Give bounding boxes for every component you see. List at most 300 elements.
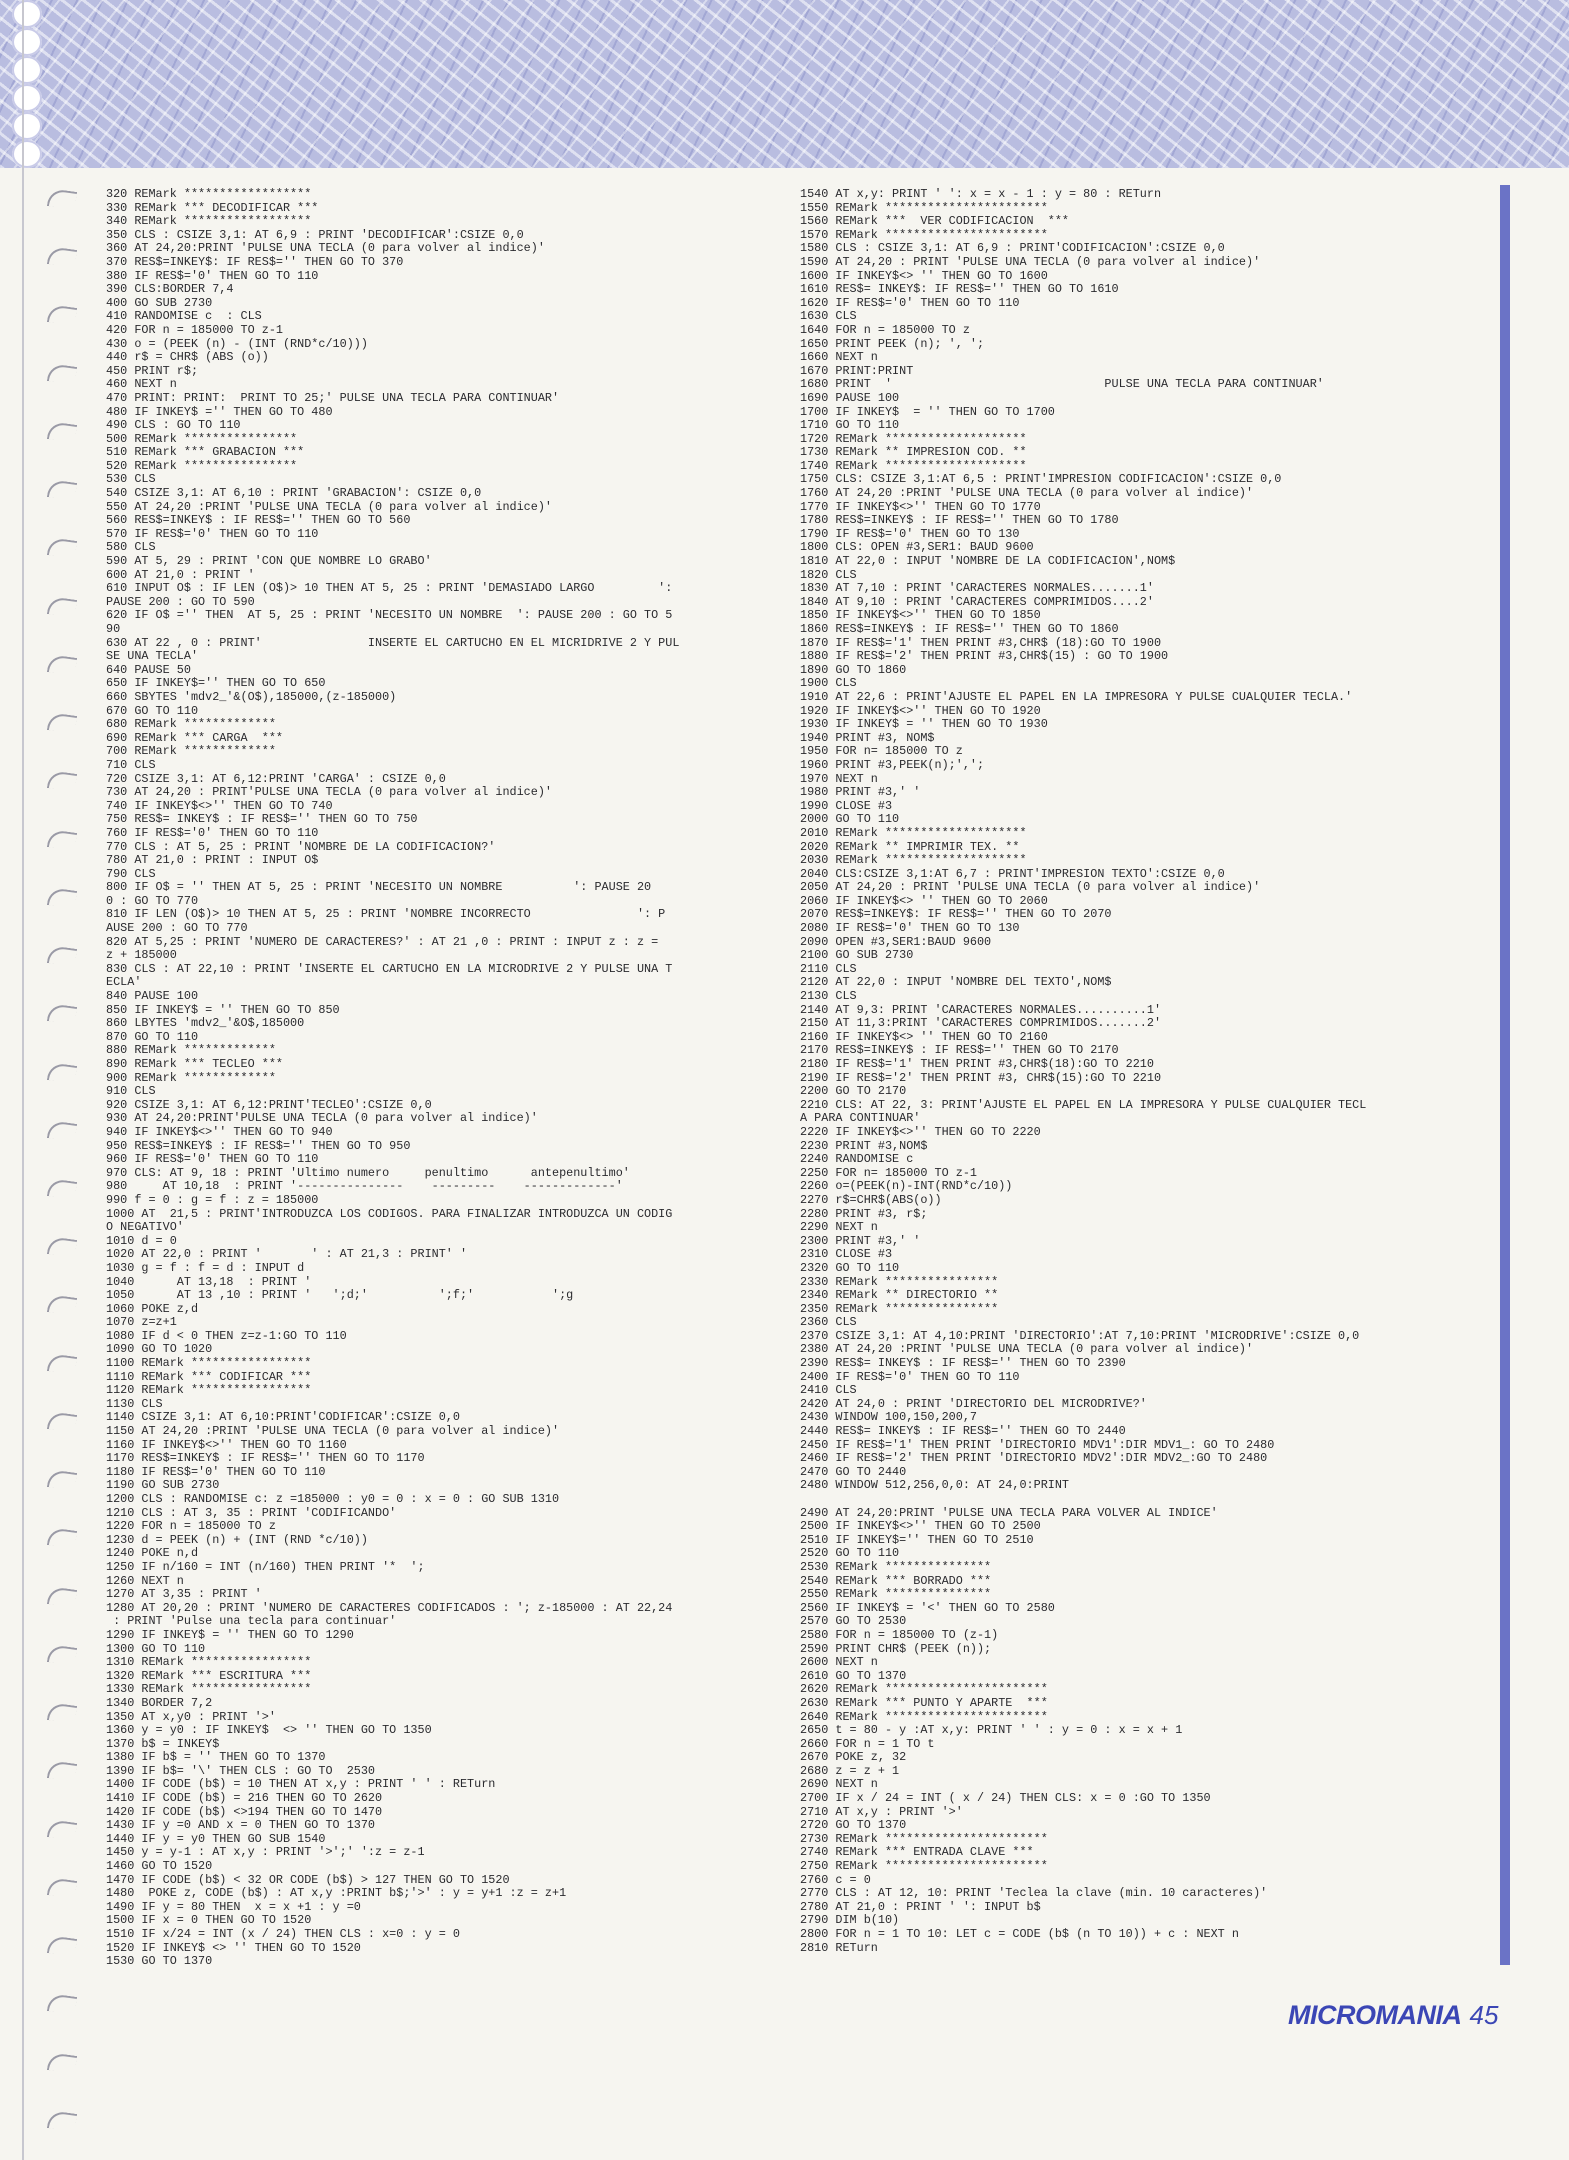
code-line: PAUSE 200 : GO TO 590 — [106, 594, 255, 609]
code-line: 2270 r$=CHR$(ABS(o)) — [800, 1192, 942, 1207]
code-line: 2170 RES$=INKEY$ : IF RES$='' THEN GO TO 2170 — [800, 1043, 1119, 1058]
code-line: 2340 REMark ** DIRECTORIO ** — [800, 1288, 999, 1303]
code-line: 960 IF RES$='0' THEN GO TO 110 — [106, 1152, 319, 1167]
code-line: 2770 CLS : AT 12, 10: PRINT 'Teclea la clave (min. 10 caracteres)' — [800, 1886, 1268, 1901]
binding-ring — [47, 1295, 77, 1317]
code-line: 2350 REMark **************** — [800, 1301, 999, 1316]
binding-ring — [47, 1935, 77, 1957]
code-line: 2700 IF x / 24 = INT ( x / 24) THEN CLS: x = 0 :GO TO 1350 — [800, 1791, 1211, 1806]
code-line: 2480 WINDOW 512,256,0,0: AT 24,0:PRINT — [800, 1478, 1070, 1493]
code-line: 1170 RES$=INKEY$ : IF RES$='' THEN GO TO 1170 — [106, 1451, 425, 1466]
code-line: 540 CSIZE 3,1: AT 6,10 : PRINT 'GRABACION': CSIZE 0,0 — [106, 486, 482, 501]
code-line: 650 IF INKEY$='' THEN GO TO 650 — [106, 676, 326, 691]
code-line: 1890 GO TO 1860 — [800, 662, 907, 677]
code-line: 1770 IF INKEY$<>'' THEN GO TO 1770 — [800, 499, 1041, 514]
code-line: 480 IF INKEY$ ='' THEN GO TO 480 — [106, 404, 333, 419]
code-line: 1000 AT 21,5 : PRINT'INTRODUZCA LOS CODIGOS. PARA FINALIZAR INTRODUZCA UN CODIG — [106, 1206, 673, 1221]
code-line: 2750 REMark *********************** — [800, 1859, 1048, 1874]
code-line: 1660 NEXT n — [800, 350, 878, 365]
code-line: 2230 PRINT #3,NOM$ — [800, 1138, 928, 1153]
code-line: 1640 FOR n = 185000 TO z — [800, 322, 970, 337]
binding-ring — [47, 1353, 77, 1375]
code-line: 2670 POKE z, 32 — [800, 1750, 907, 1765]
code-line: 820 AT 5,25 : PRINT 'NUMERO DE CARACTERES?' : AT 21 ,0 : PRINT : INPUT z : z = — [106, 934, 659, 949]
code-line: 1900 CLS — [800, 676, 857, 691]
code-line: 2540 REMark *** BORRADO *** — [800, 1573, 992, 1588]
page-footer — [1288, 2000, 1498, 2031]
binding-ring — [47, 1528, 77, 1550]
code-line: 2180 IF RES$='1' THEN PRINT #3,CHR$(18):GO TO 2210 — [800, 1057, 1154, 1071]
code-line: 1720 REMark ******************** — [800, 431, 1027, 446]
code-line: 660 SBYTES 'mdv2_'&(O$),185000,(z-185000) — [106, 689, 397, 704]
code-line: 490 CLS : GO TO 110 — [106, 418, 241, 433]
binder-perforations — [0, 0, 54, 168]
code-line: 800 IF O$ = '' THEN AT 5, 25 : PRINT 'NECESITO UN NOMBRE ': PAUSE 20 — [106, 880, 652, 895]
code-line: 330 REMark *** DECODIFICAR *** — [106, 200, 319, 215]
code-line: 2320 GO TO 110 — [800, 1260, 900, 1275]
code-line: 1340 BORDER 7,2 — [106, 1695, 213, 1710]
code-line: 380 IF RES$='0' THEN GO TO 110 — [106, 268, 319, 283]
code-line: 1810 AT 22,0 : INPUT 'NOMBRE DE LA CODIFICACION',NOM$ — [800, 554, 1176, 569]
code-line: 940 IF INKEY$<>'' THEN GO TO 940 — [106, 1124, 333, 1139]
code-line: 2380 AT 24,20 :PRINT 'PULSE UNA TECLA (0 para volver al indice)' — [800, 1342, 1254, 1357]
code-line: 630 AT 22 , 0 : PRINT' INSERTE EL CARTUCHO EN EL MICRIDRIVE 2 Y PUL — [106, 635, 680, 650]
code-line: 1790 IF RES$='0' THEN GO TO 130 — [800, 526, 1020, 541]
binding-ring — [47, 770, 77, 792]
code-line: 1090 GO TO 1020 — [106, 1342, 213, 1357]
perforation-hole — [12, 0, 42, 28]
code-line: 1460 GO TO 1520 — [106, 1859, 213, 1874]
code-line: 1950 FOR n= 185000 TO z — [800, 744, 963, 759]
code-line: 850 IF INKEY$ = '' THEN GO TO 850 — [106, 1002, 340, 1017]
code-line: 500 REMark **************** — [106, 431, 298, 446]
code-line: 1260 NEXT n — [106, 1573, 184, 1588]
code-line: 580 CLS — [106, 540, 156, 555]
binding-ring — [47, 1644, 77, 1666]
code-line: 460 NEXT n — [106, 377, 177, 392]
code-line: 830 CLS : AT 22,10 : PRINT 'INSERTE EL CARTUCHO EN LA MICRODRIVE 2 Y PULSE UNA T — [106, 961, 673, 976]
code-line: 440 r$ = CHR$ (ABS (o)) — [106, 350, 269, 365]
code-line: 680 REMark ************* — [106, 717, 276, 732]
code-line: 1120 REMark ***************** — [106, 1383, 312, 1398]
code-line: 910 CLS — [106, 1084, 156, 1099]
code-line: 1700 IF INKEY$ = '' THEN GO TO 1700 — [800, 404, 1055, 419]
code-line: 1670 PRINT:PRINT — [800, 363, 914, 378]
code-line: 1060 POKE z,d — [106, 1301, 199, 1316]
code-line: 2810 RETurn — [800, 1940, 878, 1955]
code-line: 1560 REMark *** VER CODIFICACION *** — [800, 214, 1070, 229]
code-line: 2400 IF RES$='0' THEN GO TO 110 — [800, 1369, 1020, 1384]
code-line: 2300 PRINT #3,' ' — [800, 1233, 921, 1248]
code-line: 1920 IF INKEY$<>'' THEN GO TO 1920 — [800, 703, 1041, 718]
code-line: 1690 PAUSE 100 — [800, 390, 900, 405]
code-line: 2030 REMark ******************** — [800, 853, 1027, 868]
binding-ring — [47, 1003, 77, 1025]
code-line: 1020 AT 22,0 : PRINT ' ' : AT 21,3 : PRINT' ' — [106, 1247, 468, 1262]
code-line: 620 IF O$ ='' THEN AT 5, 25 : PRINT 'NECESITO UN NOMBRE ': PAUSE 200 : GO TO 5 — [106, 608, 673, 623]
code-line: 870 GO TO 110 — [106, 1029, 199, 1044]
code-line: 1280 AT 20,20 : PRINT 'NUMERO DE CARACTERES CODIFICADOS : '; z-185000 : AT 22,24 — [106, 1600, 673, 1615]
code-line: 1800 CLS: OPEN #3,SER1: BAUD 9600 — [800, 540, 1034, 555]
decorative-header-banner — [0, 0, 1569, 168]
binding-ring — [47, 1877, 77, 1899]
code-line: 2330 REMark **************** — [800, 1274, 999, 1289]
binding-ring — [47, 945, 77, 967]
code-line: 2640 REMark *********************** — [800, 1709, 1048, 1724]
code-line: 1780 RES$=INKEY$ : IF RES$='' THEN GO TO 1780 — [800, 513, 1119, 528]
code-line: 2370 CSIZE 3,1: AT 4,10:PRINT 'DIRECTORIO':AT 7,10:PRINT 'MICRODRIVE':CSIZE 0,0 — [800, 1328, 1360, 1343]
code-line: 2580 FOR n = 185000 TO (z-1) — [800, 1627, 999, 1642]
perforation-hole — [12, 140, 42, 168]
binding-ring — [47, 1062, 77, 1084]
binding-ring — [47, 479, 77, 501]
code-line: 560 RES$=INKEY$ : IF RES$='' THEN GO TO 560 — [106, 513, 411, 528]
code-line: 780 AT 21,0 : PRINT : INPUT O$ — [106, 853, 319, 868]
code-line: 2650 t = 80 - y :AT x,y: PRINT ' ' : y = 0 : x = x + 1 — [800, 1723, 1183, 1738]
code-line: 1380 IF b$ = '' THEN GO TO 1370 — [106, 1750, 326, 1765]
binding-ring — [47, 2110, 77, 2132]
code-line: 1750 CLS: CSIZE 3,1:AT 6,5 : PRINT'IMPRESION CODIFICACION':CSIZE 0,0 — [800, 472, 1282, 487]
binding-ring — [47, 1236, 77, 1258]
code-line: 1400 IF CODE (b$) = 10 THEN AT x,y : PRINT ' ' : RETurn — [106, 1777, 496, 1792]
code-line: 900 REMark ************* — [106, 1070, 276, 1085]
code-line: 1150 AT 24,20 :PRINT 'PULSE UNA TECLA (0 para volver al indice)' — [106, 1424, 560, 1439]
code-line: 1480 POKE z, CODE (b$) : AT x,y :PRINT b$;'>' : y = y+1 :z = z+1 — [106, 1886, 567, 1901]
code-line: 1830 AT 7,10 : PRINT 'CARACTERES NORMALES.......1' — [800, 581, 1154, 596]
code-line: 790 CLS — [106, 866, 156, 881]
code-line: 2780 AT 21,0 : PRINT ' ': INPUT b$ — [800, 1899, 1041, 1914]
code-line: 2510 IF INKEY$='' THEN GO TO 2510 — [800, 1532, 1034, 1547]
binding-ring — [47, 1819, 77, 1841]
binding-ring — [47, 2052, 77, 2074]
code-line: 600 AT 21,0 : PRINT ' — [106, 567, 255, 582]
code-line: 2420 AT 24,0 : PRINT 'DIRECTORIO DEL MICRODRIVE?' — [800, 1396, 1147, 1411]
code-line: AUSE 200 : GO TO 770 — [106, 921, 248, 936]
code-line: 990 f = 0 : g = f : z = 185000 — [106, 1192, 319, 1207]
code-line: 1240 POKE n,d — [106, 1546, 199, 1561]
code-line: 2190 IF RES$='2' THEN PRINT #3, CHR$(15):GO TO 2210 — [800, 1070, 1162, 1085]
code-line: 2080 IF RES$='0' THEN GO TO 130 — [800, 921, 1020, 936]
code-line: 1880 IF RES$='2' THEN PRINT #3,CHR$(15) : GO TO 1900 — [800, 649, 1169, 664]
code-line: 2500 IF INKEY$<>'' THEN GO TO 2500 — [800, 1519, 1041, 1534]
code-line: 2560 IF INKEY$ = '<' THEN GO TO 2580 — [800, 1600, 1055, 1615]
code-line: 1500 IF x = 0 THEN GO TO 1520 — [106, 1913, 312, 1928]
page-number: 45 — [1469, 2000, 1499, 2030]
code-line: 1550 REMark *********************** — [800, 200, 1048, 215]
code-line: 1290 IF INKEY$ = '' THEN GO TO 1290 — [106, 1627, 354, 1642]
code-line: 1070 z=z+1 — [106, 1315, 177, 1330]
perforation-hole — [12, 28, 42, 56]
code-line: 1940 PRINT #3, NOM$ — [800, 730, 935, 745]
binding-ring — [47, 305, 77, 327]
code-line: 2710 AT x,y : PRINT '>' — [800, 1804, 963, 1819]
code-line: 520 REMark **************** — [106, 458, 298, 473]
code-line: 880 REMark ************* — [106, 1043, 276, 1058]
code-line: 1330 REMark ***************** — [106, 1682, 312, 1697]
code-line: 2760 c = 0 — [800, 1872, 871, 1887]
code-line: 0 : GO TO 770 — [106, 893, 199, 908]
code-line: 1610 RES$= INKEY$: IF RES$='' THEN GO TO 1610 — [800, 282, 1119, 297]
code-line: 450 PRINT r$; — [106, 363, 199, 378]
code-line: 2740 REMark *** ENTRADA CLAVE *** — [800, 1845, 1034, 1860]
code-line: 1410 IF CODE (b$) = 216 THEN GO TO 2620 — [106, 1791, 383, 1806]
binding-ring — [47, 1120, 77, 1142]
code-line: 1300 GO TO 110 — [106, 1641, 206, 1656]
code-line: 2800 FOR n = 1 TO 10: LET c = CODE (b$ (n TO 10)) + c : NEXT n — [800, 1927, 1239, 1941]
code-line: 2690 NEXT n — [800, 1777, 878, 1792]
code-line: 1030 g = f : f = d : INPUT d — [106, 1260, 305, 1275]
code-line: 350 CLS : CSIZE 3,1: AT 6,9 : PRINT 'DECODIFICAR':CSIZE 0,0 — [106, 227, 524, 242]
code-line: 750 RES$= INKEY$ : IF RES$='' THEN GO TO 750 — [106, 812, 418, 827]
code-line: 1760 AT 24,20 :PRINT 'PULSE UNA TECLA (0 para volver al indice)' — [800, 486, 1254, 501]
code-line: : PRINT 'Pulse una tecla para continuar' — [106, 1614, 397, 1629]
code-line: 550 AT 24,20 :PRINT 'PULSE UNA TECLA (0 para volver al indice)' — [106, 499, 552, 514]
accent-bar — [1500, 185, 1510, 1965]
code-line: 2220 IF INKEY$<>'' THEN GO TO 2220 — [800, 1124, 1041, 1139]
code-line: 1440 IF y = y0 THEN GO SUB 1540 — [106, 1831, 326, 1846]
code-line: 2660 FOR n = 1 TO t — [800, 1736, 935, 1751]
code-line: 2720 GO TO 1370 — [800, 1818, 907, 1833]
code-line: 2730 REMark *********************** — [800, 1831, 1048, 1846]
code-line: 1910 AT 22,6 : PRINT'AJUSTE EL PAPEL EN LA IMPRESORA Y PULSE CUALQUIER TECLA.' — [800, 689, 1353, 704]
code-line: 740 IF INKEY$<>'' THEN GO TO 740 — [106, 798, 333, 813]
code-line: 670 GO TO 110 — [106, 703, 199, 718]
code-line: 2010 REMark ******************** — [800, 825, 1027, 840]
basic-listing-left-column — [106, 188, 776, 1969]
code-line — [800, 1493, 1490, 1507]
code-line: 2100 GO SUB 2730 — [800, 948, 914, 963]
code-line: 2260 o=(PEEK(n)-INT(RND*c/10)) — [800, 1179, 1013, 1194]
code-line: 360 AT 24,20:PRINT 'PULSE UNA TECLA (0 para volver al indice)' — [106, 241, 545, 256]
code-line: SE UNA TECLA' — [106, 649, 199, 664]
code-line: 1110 REMark *** CODIFICAR *** — [106, 1369, 312, 1384]
code-line: 1390 IF b$= '\' THEN CLS : GO TO 2530 — [106, 1763, 376, 1778]
code-line: 2470 GO TO 2440 — [800, 1464, 907, 1479]
code-line: 2610 GO TO 1370 — [800, 1668, 907, 1683]
binding-ring — [47, 246, 77, 268]
code-line: 920 CSIZE 3,1: AT 6,12:PRINT'TECLEO':CSIZE 0,0 — [106, 1097, 432, 1112]
code-line: 1010 d = 0 — [106, 1233, 177, 1248]
code-line: O NEGATIVO' — [106, 1220, 184, 1235]
code-line: 2090 OPEN #3,SER1:BAUD 9600 — [800, 934, 992, 949]
code-line: 1840 AT 9,10 : PRINT 'CARACTERES COMPRIMIDOS....2' — [800, 594, 1154, 609]
code-line: 1040 AT 13,18 : PRINT ' — [106, 1274, 312, 1289]
code-line: 2250 FOR n= 185000 TO z-1 — [800, 1165, 977, 1180]
code-line: 1350 AT x,y0 : PRINT '>' — [106, 1709, 276, 1724]
code-line: 2570 GO TO 2530 — [800, 1614, 907, 1629]
code-line: 1530 GO TO 1370 — [106, 1954, 213, 1969]
code-line: 2490 AT 24,20:PRINT 'PULSE UNA TECLA PARA VOLVER AL INDICE' — [800, 1505, 1218, 1520]
code-line: 470 PRINT: PRINT: PRINT TO 25;' PULSE UNA TECLA PARA CONTINUAR' — [106, 390, 560, 405]
code-line: 1630 CLS — [800, 309, 857, 324]
code-line: 1250 IF n/160 = INT (n/160) THEN PRINT '* '; — [106, 1559, 425, 1574]
code-line: 2150 AT 11,3:PRINT 'CARACTERES COMPRIMIDOS.......2' — [800, 1016, 1162, 1031]
code-line: 610 INPUT O$ : IF LEN (O$)> 10 THEN AT 5, 25 : PRINT 'DEMASIADO LARGO ': — [106, 581, 673, 596]
code-line: 2630 REMark *** PUNTO Y APARTE *** — [800, 1695, 1048, 1710]
code-line: 2130 CLS — [800, 989, 857, 1004]
code-line: 1710 GO TO 110 — [800, 418, 900, 433]
code-line: 1190 GO SUB 2730 — [106, 1478, 220, 1493]
binding-ring — [47, 1702, 77, 1724]
code-line: 970 CLS: AT 9, 18 : PRINT 'Ultimo numero penultimo antepenultimo' — [106, 1165, 630, 1180]
code-line: 1980 PRINT #3,' ' — [800, 785, 921, 800]
code-line: 1930 IF INKEY$ = '' THEN GO TO 1930 — [800, 717, 1048, 732]
code-line: 2550 REMark *************** — [800, 1587, 992, 1602]
code-line: 2290 NEXT n — [800, 1220, 878, 1235]
code-line: 1680 PRINT ' PULSE UNA TECLA PARA CONTINUAR' — [800, 377, 1324, 392]
code-line: 1990 CLOSE #3 — [800, 798, 893, 813]
code-line: 510 REMark *** GRABACION *** — [106, 445, 305, 460]
binding-ring — [47, 421, 77, 443]
code-line: 2280 PRINT #3, r$; — [800, 1206, 928, 1221]
code-line: ECLA' — [106, 975, 142, 990]
code-line: 1310 REMark ***************** — [106, 1655, 312, 1670]
code-line: 1860 RES$=INKEY$ : IF RES$='' THEN GO TO 1860 — [800, 622, 1119, 636]
code-line: 2000 GO TO 110 — [800, 812, 900, 827]
code-line: 2600 NEXT n — [800, 1655, 878, 1670]
code-line: 860 LBYTES 'mdv2_'&O$,185000 — [106, 1016, 305, 1031]
code-line: 2680 z = z + 1 — [800, 1763, 900, 1778]
code-line: 1580 CLS : CSIZE 3,1: AT 6,9 : PRINT'CODIFICACION':CSIZE 0,0 — [800, 241, 1225, 256]
code-line: 410 RANDOMISE c : CLS — [106, 309, 262, 324]
code-line: 1960 PRINT #3,PEEK(n);','; — [800, 757, 985, 772]
code-line: 1210 CLS : AT 3, 35 : PRINT 'CODIFICANDO' — [106, 1505, 397, 1520]
perforation-hole — [12, 56, 42, 84]
binding-ring — [47, 712, 77, 734]
code-line: 1730 REMark ** IMPRESION COD. ** — [800, 445, 1027, 460]
code-line: 1820 CLS — [800, 567, 857, 582]
code-line: 1600 IF INKEY$<> '' THEN GO TO 1600 — [800, 268, 1048, 283]
code-line: 1850 IF INKEY$<>'' THEN GO TO 1850 — [800, 608, 1041, 623]
code-line: 320 REMark ****************** — [106, 187, 312, 201]
code-line: 1620 IF RES$='0' THEN GO TO 110 — [800, 295, 1020, 310]
binding-ring — [47, 1760, 77, 1782]
code-line: 2440 RES$= INKEY$ : IF RES$='' THEN GO TO 2440 — [800, 1424, 1126, 1439]
binding-ring — [47, 1469, 77, 1491]
code-line: 1650 PRINT PEEK (n); ', '; — [800, 336, 985, 351]
code-line: 1490 IF y = 80 THEN x = x +1 : y =0 — [106, 1899, 361, 1914]
code-line: 2120 AT 22,0 : INPUT 'NOMBRE DEL TEXTO',NOM$ — [800, 975, 1112, 990]
code-line: 810 IF LEN (O$)> 10 THEN AT 5, 25 : PRINT 'NOMBRE INCORRECTO ': P — [106, 907, 666, 922]
binding-ring — [47, 596, 77, 618]
perforation-hole — [12, 84, 42, 112]
code-line: 2140 AT 9,3: PRINT 'CARACTERES NORMALES..........1' — [800, 1002, 1162, 1017]
code-line: 570 IF RES$='0' THEN GO TO 110 — [106, 526, 319, 541]
code-line: 1510 IF x/24 = INT (x / 24) THEN CLS : x=0 : y = 0 — [106, 1927, 460, 1941]
code-line: 1520 IF INKEY$ <> '' THEN GO TO 1520 — [106, 1940, 361, 1955]
code-line: 2520 GO TO 110 — [800, 1546, 900, 1561]
code-line: 2200 GO TO 2170 — [800, 1084, 907, 1099]
code-line: 1180 IF RES$='0' THEN GO TO 110 — [106, 1464, 326, 1479]
code-line: 2590 PRINT CHR$ (PEEK (n)); — [800, 1641, 992, 1656]
code-line: 1740 REMark ******************** — [800, 458, 1027, 473]
perforation-hole — [12, 112, 42, 140]
code-line: 1050 AT 13 ,10 : PRINT ' ';d;' ';f;' ';g — [106, 1288, 574, 1303]
binding-ring — [47, 654, 77, 676]
code-line: 2390 RES$= INKEY$ : IF RES$='' THEN GO TO 2390 — [800, 1356, 1126, 1371]
code-line: 1320 REMark *** ESCRITURA *** — [106, 1668, 312, 1683]
binding-ring — [47, 538, 77, 560]
code-line: 430 o = (PEEK (n) - (INT (RND*c/10))) — [106, 336, 368, 351]
binding-ring — [47, 1411, 77, 1433]
code-line: 1420 IF CODE (b$) <>194 THEN GO TO 1470 — [106, 1804, 383, 1819]
code-line: 700 REMark ************* — [106, 744, 276, 759]
page-edge-line — [22, 0, 24, 2160]
code-line: 420 FOR n = 185000 TO z-1 — [106, 322, 283, 337]
code-line: 840 PAUSE 100 — [106, 989, 199, 1004]
code-line: 2240 RANDOMISE c — [800, 1152, 914, 1167]
code-line: 1220 FOR n = 185000 TO z — [106, 1519, 276, 1534]
code-line: 90 — [106, 622, 121, 636]
code-line: 1450 y = y-1 : AT x,y : PRINT '>';' ':z = z-1 — [106, 1845, 425, 1860]
code-line: 1870 IF RES$='1' THEN PRINT #3,CHR$ (18):GO TO 1900 — [800, 635, 1162, 650]
binding-ring — [47, 363, 77, 385]
code-line: 2430 WINDOW 100,150,200,7 — [800, 1410, 977, 1425]
code-line: 2790 DIM b(10) — [800, 1913, 900, 1928]
code-line: 2040 CLS:CSIZE 3,1:AT 6,7 : PRINT'IMPRESION TEXTO':CSIZE 0,0 — [800, 866, 1225, 881]
code-line: 1470 IF CODE (b$) < 32 OR CODE (b$) > 127 THEN GO TO 1520 — [106, 1872, 510, 1887]
code-line: 1570 REMark *********************** — [800, 227, 1048, 242]
code-line: 760 IF RES$='0' THEN GO TO 110 — [106, 825, 319, 840]
code-line: 2310 CLOSE #3 — [800, 1247, 893, 1262]
code-line: 1970 NEXT n — [800, 771, 878, 786]
binding-ring — [47, 188, 77, 210]
code-line: 720 CSIZE 3,1: AT 6,12:PRINT 'CARGA' : CSIZE 0,0 — [106, 771, 446, 786]
code-line: 590 AT 5, 29 : PRINT 'CON QUE NOMBRE LO GRABO' — [106, 554, 432, 569]
code-line: 400 GO SUB 2730 — [106, 295, 213, 310]
code-line: 1230 d = PEEK (n) + (INT (RND *c/10)) — [106, 1532, 368, 1547]
code-line: 2060 IF INKEY$<> '' THEN GO TO 2060 — [800, 893, 1048, 908]
code-line: 1590 AT 24,20 : PRINT 'PULSE UNA TECLA (0 para volver al indice)' — [800, 254, 1261, 269]
code-line: 1130 CLS — [106, 1396, 163, 1411]
code-line: 950 RES$=INKEY$ : IF RES$='' THEN GO TO 950 — [106, 1138, 411, 1153]
code-line: 710 CLS — [106, 757, 156, 772]
code-line: 1160 IF INKEY$<>'' THEN GO TO 1160 — [106, 1437, 347, 1452]
code-line: A PARA CONTINUAR' — [800, 1111, 921, 1126]
code-line: 370 RES$=INKEY$: IF RES$='' THEN GO TO 370 — [106, 254, 404, 269]
code-line: z + 185000 — [106, 948, 177, 963]
code-line: 1360 y = y0 : IF INKEY$ <> '' THEN GO TO 1350 — [106, 1723, 432, 1738]
code-line: 1140 CSIZE 3,1: AT 6,10:PRINT'CODIFICAR':CSIZE 0,0 — [106, 1410, 460, 1425]
code-line: 2530 REMark *************** — [800, 1559, 992, 1574]
code-line: 690 REMark *** CARGA *** — [106, 730, 283, 745]
code-line: 930 AT 24,20:PRINT'PULSE UNA TECLA (0 para volver al indice)' — [106, 1111, 538, 1126]
code-line: 770 CLS : AT 5, 25 : PRINT 'NOMBRE DE LA CODIFICACION?' — [106, 839, 496, 854]
code-line: 1080 IF d < 0 THEN z=z-1:GO TO 110 — [106, 1328, 347, 1343]
code-line: 2460 IF RES$='2' THEN PRINT 'DIRECTORIO MDV2':DIR MDV2_:GO TO 2480 — [800, 1451, 1268, 1466]
code-line: 890 REMark *** TECLEO *** — [106, 1057, 283, 1071]
code-line: 1540 AT x,y: PRINT ' ': x = x - 1 : y = 80 : RETurn — [800, 187, 1162, 201]
binding-ring — [47, 829, 77, 851]
code-line: 2050 AT 24,20 : PRINT 'PULSE UNA TECLA (0 para volver al indice)' — [800, 880, 1261, 895]
code-line: 1200 CLS : RANDOMISE c: z =185000 : y0 = 0 : x = 0 : GO SUB 1310 — [106, 1492, 560, 1506]
code-line: 2210 CLS: AT 22, 3: PRINT'AJUSTE EL PAPEL EN LA IMPRESORA Y PULSE CUALQUIER TECL — [800, 1097, 1367, 1112]
magazine-name: MICROMANIA — [1288, 2000, 1462, 2030]
code-line: 980 AT 10,18 : PRINT '--------------- --------- -------------' — [106, 1179, 623, 1194]
code-line: 2020 REMark ** IMPRIMIR TEX. ** — [800, 839, 1020, 854]
code-line: 390 CLS:BORDER 7,4 — [106, 282, 234, 297]
code-line: 640 PAUSE 50 — [106, 662, 191, 677]
binding-ring — [47, 1993, 77, 2015]
code-line: 340 REMark ****************** — [106, 214, 312, 229]
code-line: 2410 CLS — [800, 1383, 857, 1398]
basic-listing-right-column — [800, 188, 1490, 1955]
spiral-binding — [48, 190, 88, 2130]
code-line: 1100 REMark ***************** — [106, 1356, 312, 1371]
code-line: 1270 AT 3,35 : PRINT ' — [106, 1587, 262, 1602]
binding-ring — [47, 1178, 77, 1200]
code-line: 2620 REMark *********************** — [800, 1682, 1048, 1697]
